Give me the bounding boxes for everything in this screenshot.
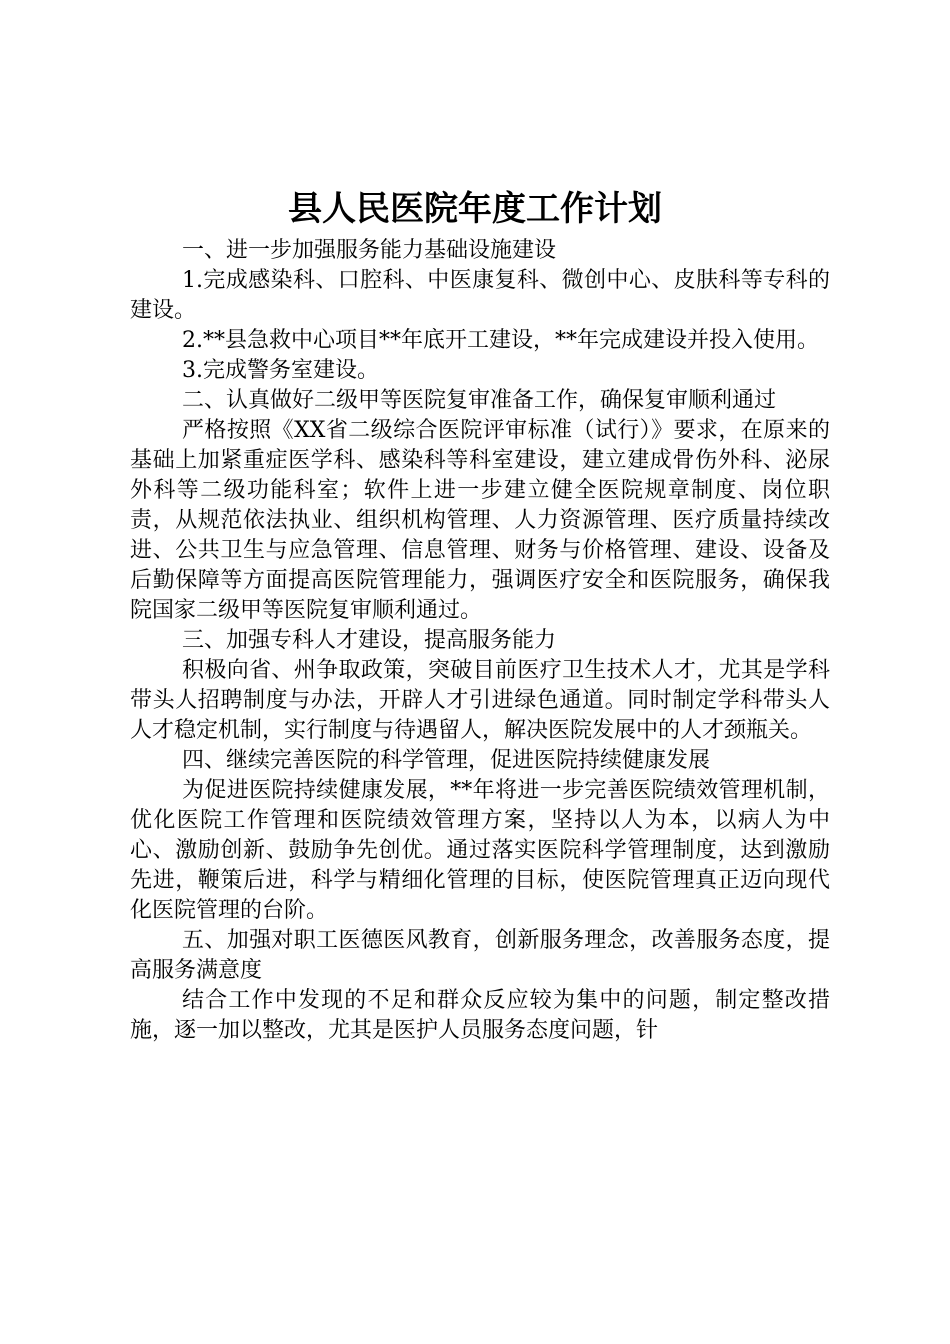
section-heading-3: 三、加强专科人才建设，提高服务能力 [182, 628, 557, 653]
paragraph-4: 为促进医院持续健康发展，**年将进一步完善医院绩效管理机制，优化医院工作管理和医院绩效管理方案，坚持以人为本，以病人为中心、激励创新、鼓励争先创优。通过落实医院科学管理制度，达到激励先进，鞭策后进，科学与精细化管理的目标，使医院管理真正迈向现代化医院管理的台阶。 [130, 778, 830, 923]
document-title: 县人民医院年度工作计划 [288, 189, 662, 229]
list-item-2: 2.**县急救中心项目**年底开工建设，**年完成建设并投入使用。 [182, 328, 819, 353]
paragraph-2: 严格按照《XX省二级综合医院评审标准（试行）》要求，在原来的基础上加紧重症医学科、感染科等科室建设，建立建成骨伤外科、泌尿外科等二级功能科室；软件上进一步建立健全医院规章制度、岗位职责，从规范依法执业、组织机构管理、人力资源管理、医疗质量持续改进、公共卫生与应急管理、信息管理、财务与价格管理、建设、设备及后勤保障等方面提高医院管理能力，强调医疗安全和医院服务，确保我院国家二级甲等医院复审顺利通过。 [130, 418, 830, 623]
document-body [130, 236, 830, 1046]
paragraph-3: 积极向省、州争取政策，突破目前医疗卫生技术人才，尤其是学科带头人招聘制度与办法，开辟人才引进绿色通道。同时制定学科带头人人才稳定机制，实行制度与待遇留人，解决医院发展中的人才颈瓶关。 [130, 658, 830, 743]
paragraph-5: 结合工作中发现的不足和群众反应较为集中的问题，制定整改措施，逐一加以整改，尤其是医护人员服务态度问题，针 [130, 988, 830, 1043]
section-heading-2: 二、认真做好二级甲等医院复审准备工作，确保复审顺利通过 [182, 388, 777, 413]
section-heading-5: 五、加强对职工医德医风教育，创新服务理念，改善服务态度，提高服务满意度 [130, 928, 830, 983]
list-item-1: 1.完成感染科、口腔科、中医康复科、微创中心、皮肤科等专科的建设。 [130, 268, 830, 323]
section-heading-4: 四、继续完善医院的科学管理，促进医院持续健康发展 [182, 748, 711, 773]
section-heading-1: 一、进一步加强服务能力基础设施建设 [182, 238, 557, 263]
list-item-3: 3.完成警务室建设。 [182, 358, 379, 383]
